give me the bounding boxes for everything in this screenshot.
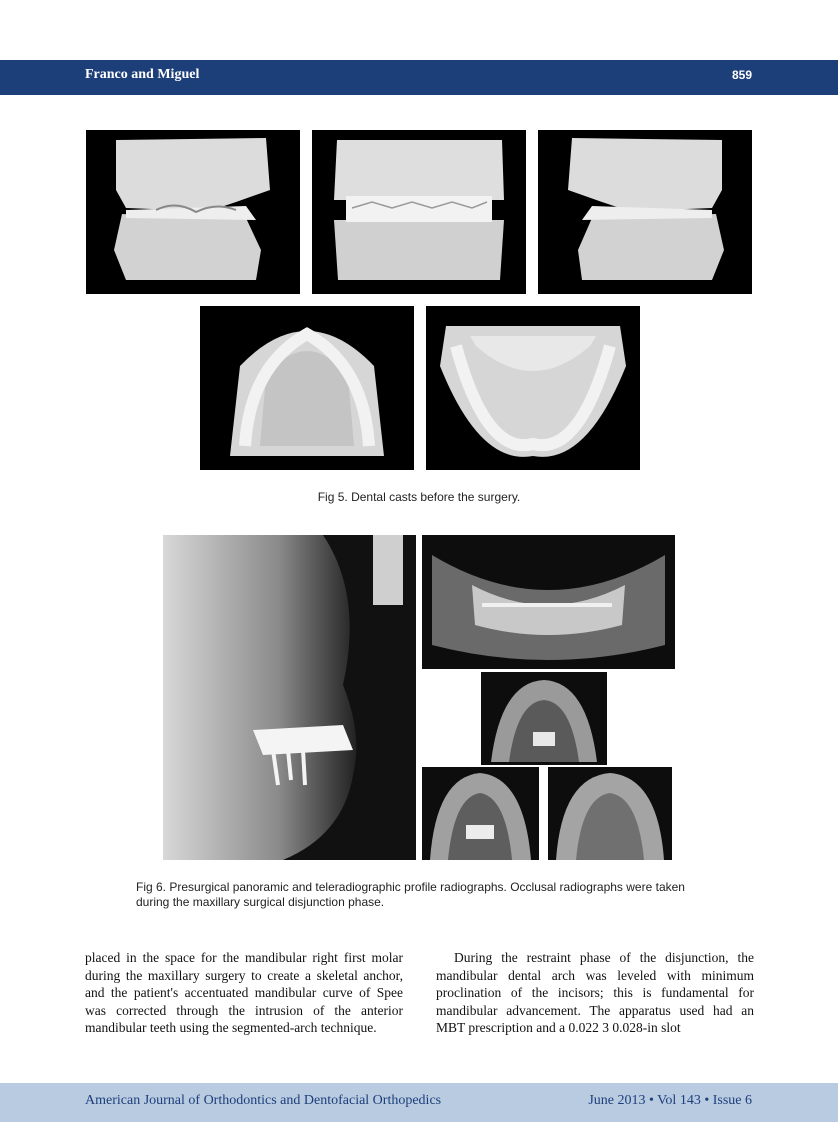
running-header xyxy=(0,60,838,95)
occlusal-radiograph-left xyxy=(422,767,539,860)
left-column-text: placed in the space for the mandibular right first molar during the maxillary surgery to create a skeletal anchor, and the patient's accentuated mandibular curve of Spee was corrected through the intrusion of the anterior mandibular teeth using the segmented-arch technique. xyxy=(85,950,403,1035)
cast-right-lateral xyxy=(86,130,300,294)
footer-issue: June 2013 • Vol 143 • Issue 6 xyxy=(588,1093,752,1108)
occlusal-radiograph-right xyxy=(548,767,672,860)
right-column-text: During the restraint phase of the disjunction, the mandibular dental arch was leveled with minimum proclination of the incisors; this is fundamental for mandibular advancement. The apparatus used had an MBT prescription and a 0.022 3 0.028-in slot xyxy=(436,950,754,1035)
page-number: 859 xyxy=(731,68,752,82)
cast-maxillary-occlusal xyxy=(200,306,414,470)
maxillary-occlusal-radiograph xyxy=(481,672,607,765)
running-footer xyxy=(0,1083,838,1122)
lateral-cephalogram xyxy=(163,535,416,860)
cast-frontal xyxy=(312,130,526,294)
cast-left-lateral xyxy=(538,130,752,294)
cast-mandibular-occlusal xyxy=(426,306,640,470)
body-right-column xyxy=(436,949,754,1037)
figure6-caption: Fig 6. Presurgical panoramic and teleradiographic profile radiographs. Occlusal radiographs were taken during the maxillary surgical disjunction phase. xyxy=(136,880,685,909)
figure5-caption: Fig 5. Dental casts before the surgery. xyxy=(317,490,521,504)
body-left-column xyxy=(85,949,403,1037)
panoramic-radiograph xyxy=(422,535,675,669)
footer-journal: American Journal of Orthodontics and Dentofacial Orthopedics xyxy=(85,1093,442,1108)
header-authors: Franco and Miguel xyxy=(85,67,200,82)
